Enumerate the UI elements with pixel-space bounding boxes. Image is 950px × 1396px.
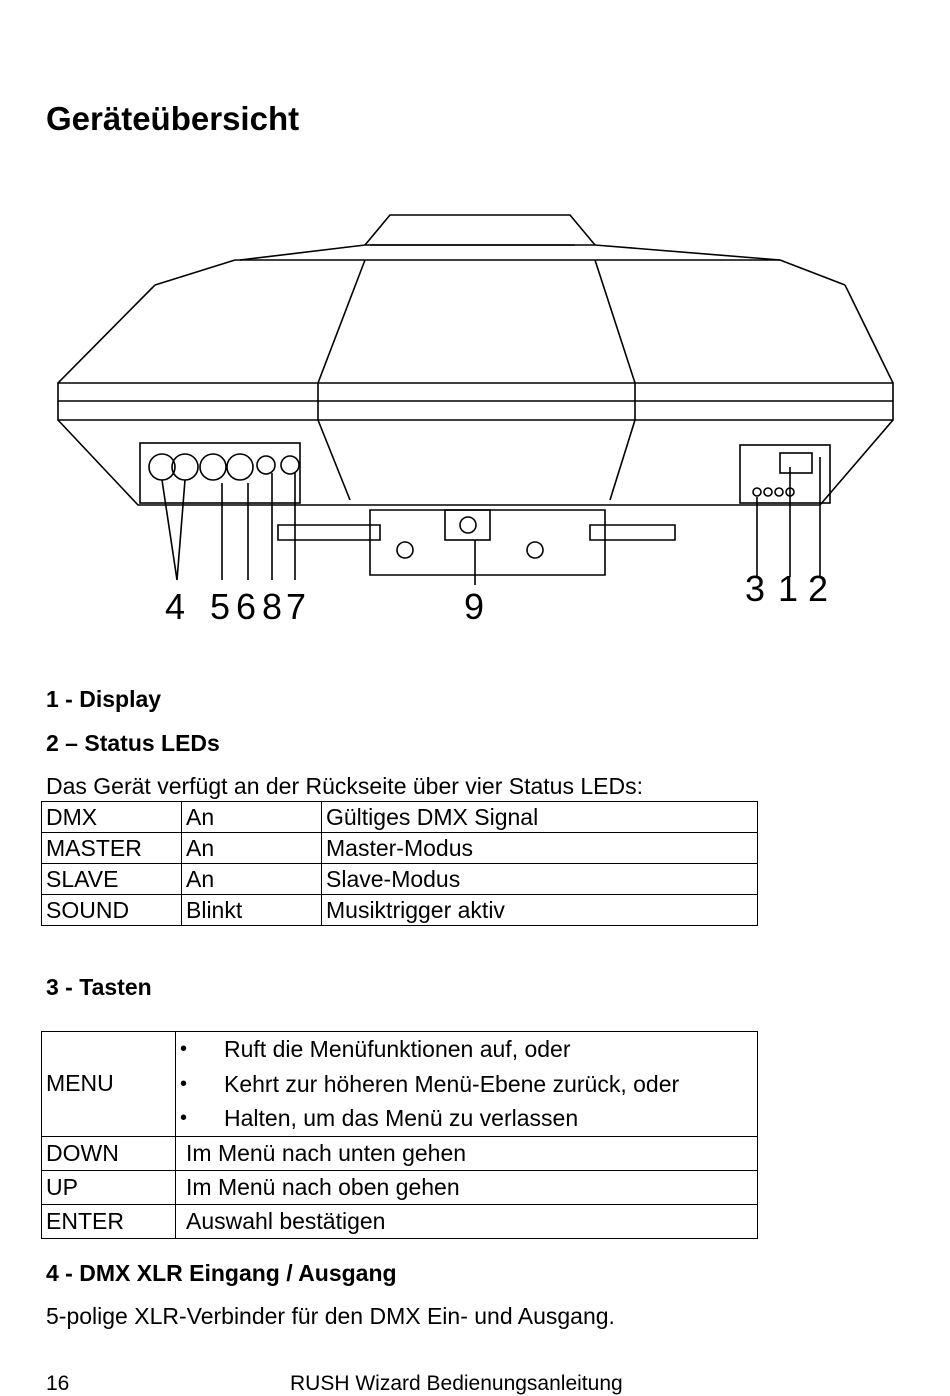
section2-intro: Das Gerät verfügt an der Rückseite über vier Status LEDs: (46, 773, 643, 799)
callout-1: 1 (778, 568, 799, 609)
led-state: An (182, 864, 322, 895)
table-row (42, 864, 758, 895)
menu-bullets (180, 1032, 753, 1136)
led-state: An (182, 833, 322, 864)
page-number: 16 (46, 1372, 70, 1395)
table-row (42, 833, 758, 864)
led-name: MASTER (42, 833, 182, 864)
section4-heading: 4 - DMX XLR Eingang / Ausgang (46, 1260, 397, 1286)
table-row (42, 1204, 758, 1238)
device-diagram (50, 205, 900, 645)
key-description: Im Menü nach oben gehen (176, 1170, 758, 1204)
key-description: Auswahl bestätigen (176, 1204, 758, 1238)
table-row (42, 1170, 758, 1204)
manual-title: RUSH Wizard Bedienungsanleitung (290, 1372, 623, 1395)
section1-heading: 1 - Display (46, 686, 162, 712)
led-state: Blinkt (182, 895, 322, 926)
list-item: • Halten, um das Menü zu verlassen (180, 1101, 753, 1136)
led-name: SLAVE (42, 864, 182, 895)
callout-6: 6 (236, 586, 257, 627)
callout-9: 9 (464, 586, 485, 627)
status-led-table (41, 801, 758, 926)
list-item: • Kehrt zur höheren Menü-Ebene zurück, oder (180, 1067, 753, 1102)
table-row (42, 1032, 758, 1137)
callout-4: 4 (165, 586, 186, 627)
key-name: DOWN (42, 1136, 176, 1170)
callout-3: 3 (745, 568, 766, 609)
menu-description (176, 1032, 758, 1137)
led-state: An (182, 802, 322, 833)
led-meaning: Musiktrigger aktiv (322, 895, 758, 926)
table-row (42, 895, 758, 926)
led-name: DMX (42, 802, 182, 833)
key-name: UP (42, 1170, 176, 1204)
section2-heading: 2 – Status LEDs (46, 730, 220, 756)
key-name: MENU (42, 1032, 176, 1137)
table-row (42, 1136, 758, 1170)
list-item: • Ruft die Menüfunktionen auf, oder (180, 1032, 753, 1067)
callout-7: 7 (286, 586, 307, 627)
section4-text: 5-polige XLR-Verbinder für den DMX Ein- und Ausgang. (46, 1303, 615, 1329)
keys-table (41, 1031, 758, 1239)
callout-2: 2 (808, 568, 829, 609)
key-description: Im Menü nach unten gehen (176, 1136, 758, 1170)
key-name: ENTER (42, 1204, 176, 1238)
led-meaning: Master-Modus (322, 833, 758, 864)
callout-8: 8 (262, 586, 283, 627)
table-row (42, 802, 758, 833)
led-meaning: Slave-Modus (322, 864, 758, 895)
page-title: Geräteübersicht (46, 100, 300, 137)
led-name: SOUND (42, 895, 182, 926)
callout-5: 5 (210, 586, 231, 627)
section3-heading: 3 - Tasten (46, 974, 152, 1000)
led-meaning: Gültiges DMX Signal (322, 802, 758, 833)
